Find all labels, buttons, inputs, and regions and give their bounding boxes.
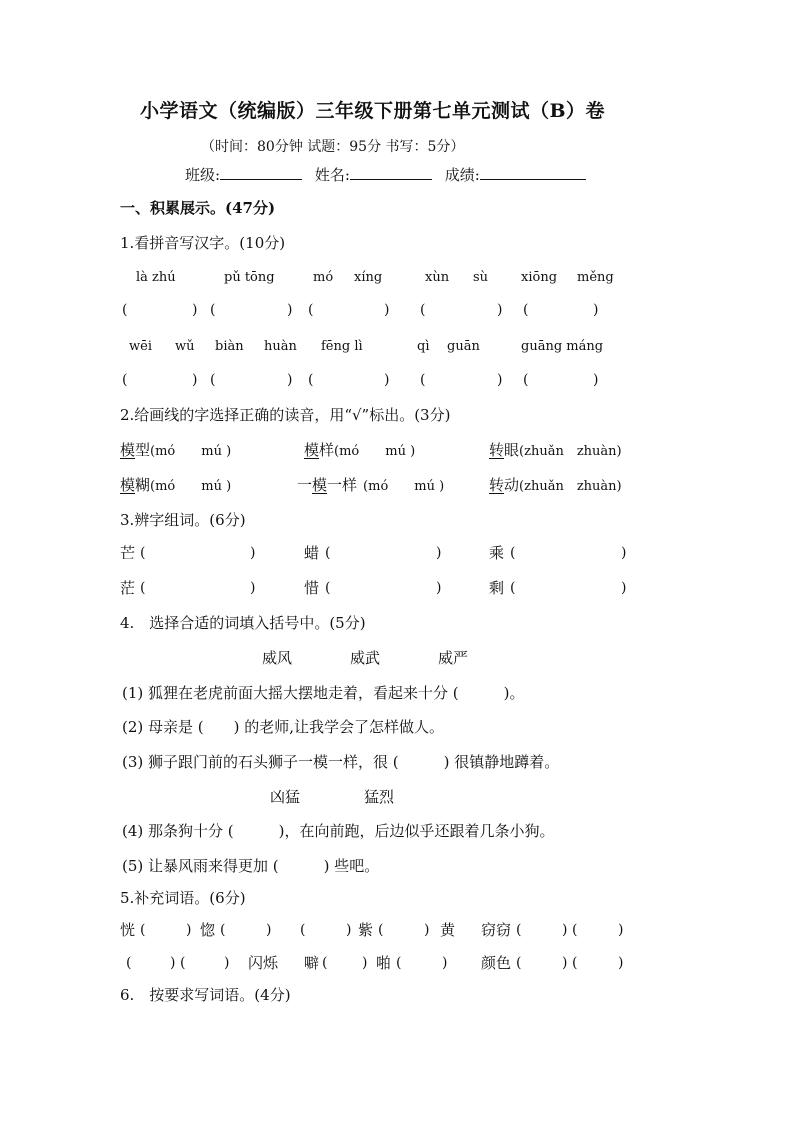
page-title: 小学语文（统编版）三年级下册第七单元测试（B）卷 [140,100,606,122]
paren-close: ) [424,922,430,938]
pinyin: pǔ tōng [224,270,275,285]
paren-open: ( [325,545,331,561]
char: 惚 [200,921,216,939]
fill-sentence[interactable]: (2) 母亲是 ( ) 的老师,让我学会了怎样做人。 [122,718,445,736]
char-group[interactable] [304,543,319,563]
char: 啪 [376,954,392,972]
paren-close: ) [384,372,390,388]
reading-choice[interactable] [297,475,444,497]
class-blank[interactable] [220,163,302,180]
underlined-char: 模 [120,476,136,494]
word-choice: 威武 [350,649,381,667]
char: 蜡 [304,544,320,562]
paren-close: ) [593,302,599,318]
paren-close: ) [362,955,368,971]
paren-close: ) [287,372,293,388]
pinyin: guāng máng [521,339,604,354]
paren-open: ( [126,955,132,971]
word-choice: 威严 [438,649,469,667]
pinyin: biàn [215,339,244,354]
underlined-char: 模 [120,441,136,459]
pinyin: guān [447,339,480,354]
paren-close: ) [436,545,442,561]
reading-options: (mó mú ) [334,444,416,459]
paren-close: ) [287,302,293,318]
word-suffix: 型 [135,441,151,459]
reading-choice[interactable] [489,475,622,497]
paren-close: ) [250,545,256,561]
paren-close: ) [266,922,272,938]
paren-open: ( [510,580,516,596]
reading-choice[interactable] [304,440,415,462]
char: 噼 [304,954,320,972]
char-group[interactable] [304,578,319,598]
name-label: 姓名: [314,166,350,184]
paren-open: ( [572,955,578,971]
paren-open: ( [308,302,314,318]
reading-options: (zhuǎn zhuàn) [519,444,622,459]
paren-close: ) [562,922,568,938]
paren-close: ) [497,372,503,388]
word-suffix: 糊 [135,476,151,494]
pinyin: měng [577,270,614,285]
fill-sentence[interactable]: (4) 那条狗十分 ( )，在向前跑，后边似乎还跟着几条小狗。 [122,822,555,840]
word-prefix: 一 [297,476,313,494]
paren-open: ( [122,302,128,318]
char: 剩 [489,579,505,597]
reading-options: (mó mú ) [150,479,232,494]
word: 颜色 [481,954,512,972]
paren-close: ) [192,302,198,318]
exam-info: （时间：80分钟 试题：95分 书写：5分） [201,139,465,155]
student-info-row [185,163,586,185]
paren-open: ( [523,302,529,318]
paren-open: ( [572,922,578,938]
paren-open: ( [420,302,426,318]
char-group[interactable] [489,578,504,598]
paren-open: ( [140,580,146,596]
char-group[interactable] [120,578,135,598]
paren-close: ) [250,580,256,596]
pinyin: xíng [354,270,383,285]
fill-sentence[interactable]: (5) 让暴风雨来得更加 ( ) 些吧。 [122,857,380,875]
paren-close: ) [170,955,176,971]
word: 闪烁 [248,954,279,972]
paren-open: ( [322,955,328,971]
score-blank[interactable] [480,163,586,180]
pinyin: xùn [425,270,450,285]
underlined-char: 转 [489,441,505,459]
paren-close: ) [621,545,627,561]
paren-close: ) [224,955,230,971]
paren-open: ( [396,955,402,971]
word-suffix: 样 [319,441,335,459]
paren-close: ) [436,580,442,596]
question-5-heading: 5.补充词语。(6分) [120,889,246,907]
char: 芒 [120,544,136,562]
paren-close: ) [442,955,448,971]
char: 恍 [120,921,136,939]
question-1-heading: 1.看拼音写汉字。(10分) [120,234,286,252]
section-heading: 一、积累展示。(47分) [120,199,276,217]
pinyin: qì [417,339,430,354]
pinyin: xiōng [521,270,558,285]
char: 黄 [440,921,456,939]
paren-open: ( [140,922,146,938]
question-3-heading: 3.辨字组词。(6分) [120,511,246,529]
paren-open: ( [378,922,384,938]
word-suffix: 动 [504,476,520,494]
pinyin: wǔ [175,339,195,354]
paren-open: ( [325,580,331,596]
paren-close: ) [497,302,503,318]
word-suffix: 一样 [327,476,358,494]
char: 茫 [120,579,136,597]
paren-close: ) [346,922,352,938]
paren-close: ) [562,955,568,971]
paren-close: ) [621,580,627,596]
paren-close: ) [384,302,390,318]
reading-options: (mó mú ) [150,444,232,459]
paren-open: ( [308,372,314,388]
pinyin: wēi [129,339,152,354]
reading-options: (mó mú ) [363,479,445,494]
pinyin: sù [473,270,489,285]
underlined-char: 模 [304,441,320,459]
paren-open: ( [420,372,426,388]
paren-open: ( [210,302,216,318]
paren-close: ) [618,955,624,971]
question-6-heading: 6. 按要求写词语。(4分) [120,986,291,1004]
fill-sentence[interactable]: (1) 狐狸在老虎前面大摇大摆地走着，看起来十分 ( )。 [122,684,525,702]
class-label: 班级: [185,166,221,184]
char-group[interactable] [120,543,135,563]
pinyin: mó [313,270,334,285]
word-choice: 凶猛 [270,788,301,806]
paren-open: ( [300,922,306,938]
char-group[interactable] [489,543,504,563]
question-4-heading: 4. 选择合适的词填入括号中。(5分) [120,614,366,632]
paren-open: ( [210,372,216,388]
underlined-char: 转 [489,476,505,494]
reading-choice[interactable] [120,475,231,497]
char: 窃窃 [481,921,512,939]
reading-choice[interactable] [489,440,622,462]
paren-open: ( [516,955,522,971]
char: 紫 [358,921,374,939]
reading-options: (zhuǎn zhuàn) [519,479,622,494]
pinyin: fēng lì [321,339,363,354]
score-label: 成绩: [444,166,480,184]
reading-choice[interactable] [120,440,231,462]
paren-open: ( [523,372,529,388]
paren-open: ( [180,955,186,971]
char: 乘 [489,544,505,562]
question-2-heading: 2.给画线的字选择正确的读音，用“√”标出。(3分) [120,406,451,424]
paren-open: ( [516,922,522,938]
word-choice: 威风 [262,649,293,667]
name-blank[interactable] [350,163,432,180]
paren-close: ) [593,372,599,388]
fill-sentence[interactable]: (3) 狮子跟门前的石头狮子一模一样，很 ( ) 很镇静地蹲着。 [122,753,560,771]
paren-close: ) [186,922,192,938]
pinyin: huàn [264,339,297,354]
underlined-char: 模 [312,476,328,494]
paren-open: ( [220,922,226,938]
paren-open: ( [140,545,146,561]
word-suffix: 眼 [504,441,520,459]
paren-open: ( [510,545,516,561]
paren-open: ( [122,372,128,388]
paren-close: ) [618,922,624,938]
paren-close: ) [192,372,198,388]
word-choice: 猛烈 [364,788,395,806]
pinyin: là zhú [136,270,176,285]
char: 惜 [304,579,320,597]
